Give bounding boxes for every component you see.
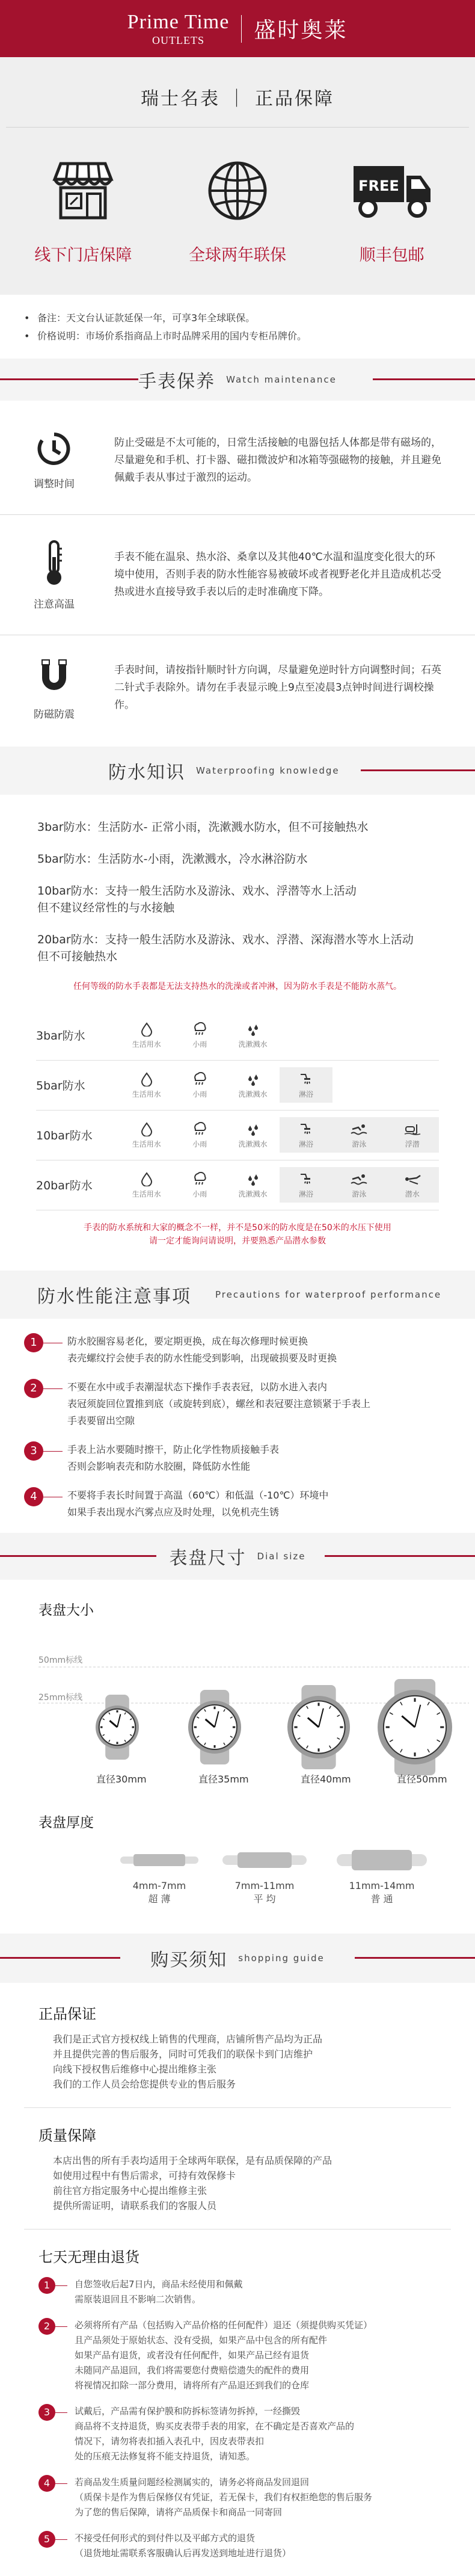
clock-icon bbox=[36, 431, 72, 467]
scenario-icon bbox=[120, 1071, 173, 1086]
wp-table-row bbox=[36, 1110, 439, 1160]
care-row bbox=[0, 407, 475, 515]
scenario-label: 浮潜 bbox=[405, 1140, 420, 1148]
section-title bbox=[0, 359, 475, 401]
wp-table-row bbox=[36, 1160, 439, 1210]
care-row bbox=[0, 515, 475, 635]
return-num: 2 bbox=[38, 2318, 55, 2335]
section-title bbox=[0, 747, 475, 795]
return-num: 3 bbox=[38, 2404, 55, 2421]
scenario-icon bbox=[173, 1171, 226, 1186]
scenario-label: 淋浴 bbox=[298, 1090, 313, 1098]
section-title bbox=[0, 1533, 475, 1580]
perf-list bbox=[0, 1319, 475, 1521]
scenario-label: 潜水 bbox=[405, 1190, 420, 1198]
wp-empty-cell bbox=[386, 1060, 439, 1110]
return-connector bbox=[55, 2483, 67, 2484]
dial-size-label: 直径50mm bbox=[397, 1773, 447, 1785]
section-title-cn: 防水性能注意事项 bbox=[37, 1286, 191, 1307]
scenario-label: 淋浴 bbox=[298, 1190, 313, 1198]
return-policy-list bbox=[0, 2277, 475, 2561]
wp-level-label: 3bar防水 bbox=[36, 1010, 120, 1060]
dial-size-label: 直径40mm bbox=[301, 1773, 351, 1785]
feature-label: 顺丰包邮 bbox=[359, 246, 424, 265]
scenario-label: 小雨 bbox=[192, 1090, 207, 1098]
dial-size-label: 直径35mm bbox=[198, 1773, 249, 1785]
scenario-icon bbox=[226, 1171, 279, 1186]
brand-header bbox=[0, 0, 475, 57]
return-text: 必须将所有产品（包括购入产品价格的任何配件）退还（须提供购买凭证） 且产品须处于原始状态、没有受损，如果产品中包含的所有配件 如果产品有退货，或者没有任何配件，如果产品已经有退货 未随同产品退回，我们将需要您付费赔偿遗失的配件的费用 将视情况扣除一部分费用，请将所有产品退还到我们的仓库 bbox=[75, 2319, 373, 2391]
care-icon-box bbox=[24, 655, 84, 721]
wp-scenario bbox=[226, 1160, 279, 1210]
wp-scenario bbox=[386, 1110, 439, 1160]
scenario-label: 小雨 bbox=[192, 1040, 207, 1049]
perf-text: 不要在水中或手表潮湿状态下操作手表表冠，以防水进入表内 表冠须旋回位置推到底（或旋转到底），螺丝和表冠要注意锁紧于手表上 手表要留出空隙 bbox=[67, 1381, 371, 1426]
thickness-name: 超 薄 bbox=[148, 1893, 171, 1905]
note-item: • 备注：天文台认证款延保一年，可享3年全球联保。 bbox=[24, 309, 451, 327]
feature-label: 全球两年联保 bbox=[188, 246, 286, 265]
section-title-en: Waterproofing knowledge bbox=[196, 765, 340, 776]
wp-scenario bbox=[280, 1160, 332, 1210]
dial-size-figure bbox=[0, 1619, 475, 1799]
wp-scenario bbox=[173, 1010, 226, 1060]
scenario-label: 小雨 bbox=[192, 1140, 207, 1148]
free-badge: FREE bbox=[358, 177, 399, 194]
scenario-label: 生活用水 bbox=[132, 1040, 161, 1049]
scenario-label: 游泳 bbox=[352, 1190, 367, 1198]
perf-connector bbox=[43, 1388, 63, 1389]
perf-item bbox=[24, 1487, 475, 1521]
scenario-icon bbox=[173, 1071, 226, 1086]
return-num: 1 bbox=[38, 2277, 55, 2294]
dial-size-heading: 表盘大小 bbox=[38, 1602, 94, 1618]
notes-list bbox=[0, 295, 475, 345]
title-rule bbox=[0, 378, 138, 380]
brand-name-cn: 盛时奥莱 bbox=[254, 18, 348, 43]
care-label: 注意高温 bbox=[34, 599, 75, 611]
section-title-cn: 表盘尺寸 bbox=[169, 1547, 247, 1569]
scenario-icon bbox=[280, 1071, 332, 1086]
wp-level-label: 10bar防水 bbox=[36, 1110, 120, 1160]
thickness-item bbox=[222, 1879, 307, 1906]
section-title bbox=[0, 1934, 475, 1983]
return-connector bbox=[55, 2539, 67, 2540]
scenario-icon bbox=[226, 1021, 279, 1037]
wp-scenario bbox=[226, 1110, 279, 1160]
wp-scenario bbox=[173, 1110, 226, 1160]
care-title-bar bbox=[0, 359, 475, 401]
care-row bbox=[0, 635, 475, 741]
wp-level-label: 5bar防水 bbox=[36, 1060, 120, 1110]
scenario-label: 洗漱溅水 bbox=[238, 1040, 268, 1049]
feature-store bbox=[11, 152, 155, 265]
return-text: 自您签收后起7日内，商品未经使用和佩戴 需原装退回且不影响二次销售。 bbox=[75, 2278, 243, 2305]
guide-text: 我们是正式官方授权线上销售的代理商，店铺所售产品均为正品 并且提供完善的售后服务，同时可凭我们的联保卡到门店维护 向线下授权售后维修中心提出维修主张 我们的工作人员会给您提供专业的售后服务 bbox=[53, 2033, 323, 2090]
wp-empty-cell bbox=[386, 1010, 439, 1060]
scenario-icon bbox=[226, 1121, 279, 1136]
dial-title-bar bbox=[0, 1533, 475, 1580]
scenario-icon bbox=[226, 1071, 279, 1086]
scenario-icon bbox=[386, 1171, 439, 1186]
guide-heading: 正品保证 bbox=[38, 2005, 96, 2023]
thickness-item bbox=[340, 1879, 424, 1906]
free-delivery-truck-icon bbox=[320, 152, 464, 230]
wp-scenario bbox=[332, 1110, 385, 1160]
return-item bbox=[38, 2531, 475, 2561]
title-rule bbox=[0, 1555, 156, 1557]
perf-text: 不要将手表长时间置于高温（60℃）和低温（-10℃）环境中 如果手表出现水汽雾点应及时处理，以免机壳生锈 bbox=[67, 1489, 329, 1518]
thickness-range: 7mm-11mm bbox=[234, 1879, 295, 1891]
divider bbox=[24, 2107, 451, 2108]
return-num: 4 bbox=[38, 2475, 55, 2492]
section-title-cn: 购买须知 bbox=[150, 1949, 228, 1971]
return-item bbox=[38, 2277, 475, 2307]
intro-section bbox=[0, 57, 475, 295]
wp-scenario bbox=[386, 1160, 439, 1210]
perf-item bbox=[24, 1333, 475, 1367]
perf-item bbox=[24, 1441, 475, 1475]
wp-scenario bbox=[226, 1010, 279, 1060]
watch-dial-3 bbox=[287, 1685, 350, 1769]
ref-line-25-label: 25mm标线 bbox=[38, 1692, 83, 1702]
wp-scenario bbox=[120, 1010, 173, 1060]
title-rule bbox=[0, 1957, 120, 1959]
perf-num: 4 bbox=[24, 1487, 43, 1506]
scenario-icon bbox=[173, 1021, 226, 1037]
thickness-item bbox=[117, 1879, 201, 1906]
title-rule bbox=[325, 1555, 475, 1557]
wp-level-label: 20bar防水 bbox=[36, 1160, 120, 1210]
dial-size-label: 直径30mm bbox=[96, 1773, 147, 1785]
feature-label: 线下门店保障 bbox=[34, 246, 132, 265]
watch-dial-1 bbox=[96, 1695, 139, 1760]
wp-item: 5bar防水：生活防水-小雨，洗漱溅水，冷水淋浴防水 bbox=[37, 852, 308, 866]
scenario-icon bbox=[120, 1171, 173, 1186]
wp-scenario bbox=[173, 1060, 226, 1110]
scenario-label: 游泳 bbox=[352, 1140, 367, 1148]
wp-list bbox=[0, 795, 475, 965]
feature-row bbox=[6, 128, 469, 265]
dial-thickness-heading: 表盘厚度 bbox=[38, 1814, 94, 1831]
wp-scenario bbox=[280, 1060, 332, 1110]
return-num: 5 bbox=[38, 2531, 55, 2548]
watch-dial-2 bbox=[188, 1690, 241, 1764]
scenario-icon bbox=[173, 1121, 226, 1136]
scenario-icon bbox=[332, 1121, 385, 1136]
scenario-label: 洗漱溅水 bbox=[238, 1190, 268, 1198]
title-rule bbox=[373, 378, 475, 380]
thickness-figure bbox=[0, 1831, 475, 1927]
globe-icon bbox=[165, 152, 310, 230]
slogan: 瑞士名表 ｜ 正品保障 bbox=[140, 88, 335, 109]
wp-empty-cell bbox=[280, 1010, 332, 1060]
scenario-icon bbox=[386, 1121, 439, 1136]
thickness-name: 普 通 bbox=[370, 1893, 393, 1905]
wp-scenario bbox=[280, 1110, 332, 1160]
section-title bbox=[0, 1271, 475, 1319]
wp-empty-cell bbox=[332, 1010, 385, 1060]
feature-warranty bbox=[165, 152, 310, 265]
return-text: 试戴后，产品需有保护膜和防拆标签请勿拆掉，一经撕毁 商品将不支持退货，购买皮表带手表的用家，在不确定是否喜欢产品的 情况下，请勿将表扣插入表孔中，因皮表带表扣 处的压痕无法修复将不能支持退货，请知悉。 bbox=[75, 2405, 355, 2462]
return-item bbox=[38, 2318, 475, 2393]
store-icon bbox=[11, 152, 155, 230]
title-rule bbox=[361, 769, 475, 771]
scenario-icon bbox=[120, 1021, 173, 1037]
care-label: 调整时间 bbox=[34, 478, 75, 490]
guide-heading: 质量保障 bbox=[38, 2127, 96, 2144]
return-connector bbox=[55, 2326, 67, 2327]
scenario-label: 洗漱溅水 bbox=[238, 1140, 268, 1148]
return-item bbox=[38, 2404, 475, 2464]
section-title-en: Dial size bbox=[257, 1550, 306, 1562]
return-item bbox=[38, 2475, 475, 2520]
scenario-icon bbox=[120, 1121, 173, 1136]
thickness-range: 11mm-14mm bbox=[349, 1879, 415, 1891]
scenario-label: 小雨 bbox=[192, 1190, 207, 1198]
watch-dial-4 bbox=[378, 1679, 452, 1775]
section-title-cn: 手表保养 bbox=[138, 371, 216, 392]
return-connector bbox=[55, 2285, 67, 2286]
thickness-name: 平 均 bbox=[253, 1893, 276, 1905]
perf-num: 3 bbox=[24, 1441, 43, 1461]
wp-item: 3bar防水：生活防水- 正常小雨，洗漱溅水防水，但不可接触热水 bbox=[37, 821, 369, 834]
wp-scenario bbox=[120, 1160, 173, 1210]
section-title-cn: 防水知识 bbox=[108, 762, 185, 783]
wp-item: 20bar防水：支持一般生活防水及游泳、戏水、浮潜、深海潜水等水上活动 但不可接触热水 bbox=[37, 933, 414, 963]
wp-scenario bbox=[120, 1110, 173, 1160]
magnet-icon bbox=[36, 655, 72, 697]
wp-table bbox=[36, 1010, 439, 1210]
brand-divider bbox=[241, 15, 242, 43]
care-icon-box bbox=[24, 431, 84, 490]
care-text: 手表不能在温泉、热水浴、桑拿以及其他40℃水温和温度变化很大的环境中使用，否则手表的防水性能容易被破坏或者视野老化并且造成机芯受热或进水直接导致手表以后的走时准确度下降。 bbox=[114, 551, 441, 598]
care-icon-box bbox=[24, 539, 84, 611]
title-rule bbox=[355, 1957, 475, 1959]
wp-warning: 手表的防水系统和大家的概念不一样，并不是50米的防水度是在50米的水压下使用 请一定才能询问请说明，并要熟悉产品潜水参数 bbox=[84, 1222, 391, 1246]
section-title-en: shopping guide bbox=[238, 1952, 325, 1964]
return-text: 若商品发生质量问题经检测属实的，请务必将商品发回退回 （质保卡是作为售后保修仅有凭证，若无保卡，我们有权拒绝您的售后服务 为了您的售后保障，请将产品质保卡和商品一同寄回 bbox=[75, 2476, 373, 2518]
section-title-en: Watch maintenance bbox=[226, 374, 337, 385]
care-label: 防磁防震 bbox=[34, 709, 75, 721]
return-text: 不接受任何形式的到付件以及平邮方式的退货 （退货地址需联系客服确认后再发送到地址进行退货） bbox=[75, 2532, 292, 2559]
perf-text: 手表上沾水要随时擦干，防止化学性物质接触手表 否则会影响表壳和防水胶圈，降低防水性能 bbox=[67, 1443, 280, 1472]
wp-item: 10bar防水：支持一般生活防水及游泳、戏水、浮潜等水上活动 但不建议经常性的与水接触 bbox=[37, 884, 357, 914]
thickness-range: 4mm-7mm bbox=[132, 1879, 186, 1891]
scenario-label: 生活用水 bbox=[132, 1090, 161, 1098]
wp-scenario bbox=[173, 1160, 226, 1210]
section-title-en: Precautions for waterproof performance bbox=[215, 1289, 442, 1300]
care-list bbox=[0, 401, 475, 741]
brand-name-en: Prime Time bbox=[127, 10, 230, 33]
care-text: 防止受磁是不太可能的，日常生活接触的电器包括人体都是带有磁场的，尽量避免和手机、打卡器、磁扣微波炉和冰箱等强磁物的接触，并且避免佩戴手表从事过于激烈的运动。 bbox=[114, 437, 441, 484]
return-connector bbox=[55, 2412, 67, 2413]
guide-heading: 七天无理由退货 bbox=[38, 2248, 139, 2266]
scenario-label: 生活用水 bbox=[132, 1190, 161, 1198]
wp-scenario bbox=[120, 1060, 173, 1110]
perf-num: 1 bbox=[24, 1333, 43, 1352]
guide-text: 本店出售的所有手表均适用于全球两年联保，是有品质保障的产品 如使用过程中有售后需求，可持有效保修卡 前往官方指定服务中心提出维修主张 提供所需证明，请联系我们的客服人员 bbox=[53, 2154, 332, 2211]
care-text: 手表时间，请按指针顺时针方向调，尽量避免逆时针方向调整时间；石英二针式手表除外。请勿在手表显示晚上9点至凌晨3点钟时间进行调校操作。 bbox=[114, 664, 441, 711]
perf-num: 2 bbox=[24, 1379, 43, 1398]
perf-text: 防水胶圈容易老化，要定期更换，成在每次修理时候更换 表壳螺纹拧会使手表的防水性能受到影响，出现破损要及时更换 bbox=[67, 1335, 337, 1364]
feature-shipping bbox=[320, 152, 464, 265]
wp-title-bar bbox=[0, 747, 475, 795]
note-item: • 价格说明：市场价系指商品上市时品牌采用的国内专柜吊牌价。 bbox=[24, 327, 451, 345]
wp-table-row bbox=[36, 1010, 439, 1060]
scenario-icon bbox=[280, 1121, 332, 1136]
perf-item bbox=[24, 1379, 475, 1429]
scenario-label: 洗漱溅水 bbox=[238, 1090, 268, 1098]
scenario-icon bbox=[332, 1171, 385, 1186]
perf-title-bar bbox=[0, 1271, 475, 1319]
wp-empty-cell bbox=[332, 1060, 385, 1110]
brand-logo bbox=[127, 12, 230, 46]
guide-title-bar bbox=[0, 1934, 475, 1983]
scenario-label: 淋浴 bbox=[298, 1140, 313, 1148]
scenario-label: 生活用水 bbox=[132, 1140, 161, 1148]
brand-sub: OUTLETS bbox=[152, 34, 204, 46]
perf-connector bbox=[43, 1451, 63, 1452]
wp-scenario bbox=[332, 1160, 385, 1210]
wp-scenario bbox=[226, 1060, 279, 1110]
wp-warning: 任何等级的防水手表都是无法支持热水的洗澡或者冲淋，因为防水手表是不能防水蒸气。 bbox=[73, 982, 402, 991]
scenario-icon bbox=[280, 1171, 332, 1186]
thermometer-icon bbox=[42, 539, 66, 587]
wp-table-row bbox=[36, 1060, 439, 1110]
ref-line-50-label: 50mm标线 bbox=[38, 1655, 83, 1665]
